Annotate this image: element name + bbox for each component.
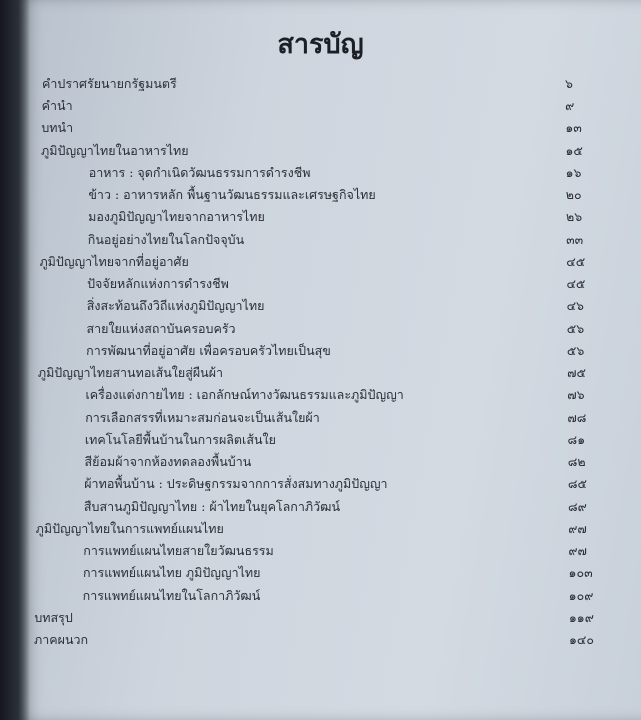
toc-page-number: ๔๕ <box>566 276 586 292</box>
toc-entry <box>0 207 641 227</box>
toc-section-title: มองภูมิปัญญาไทยจากอาหารไทย <box>88 209 265 225</box>
toc-entry <box>0 274 641 294</box>
toc-page-number: ๔๕ <box>566 253 586 269</box>
toc-chapter-title: บทสรุป <box>34 609 73 625</box>
toc-section-title: สายใยแห่งสถาบันครอบครัว <box>86 320 236 336</box>
toc-entry <box>0 608 641 628</box>
toc-section-title: กินอยู่อย่างไทยในโลกปัจจุบัน <box>87 231 245 247</box>
toc-page-number: ๘๑ <box>567 431 586 447</box>
toc-entry <box>0 118 641 138</box>
toc-entry <box>0 74 641 94</box>
toc-page-number: ๑๖ <box>565 164 582 180</box>
toc-chapter-title: ภูมิปัญญาไทยสานทอเส้นใยสู่ผืนผ้า <box>37 365 224 381</box>
toc-page-number: ๖ <box>565 76 573 91</box>
toc-chapter-title: ภาคผนวก <box>34 632 89 647</box>
toc-chapter-title: บทนำ <box>41 120 74 136</box>
toc-entry <box>0 430 641 450</box>
toc-entry <box>0 474 641 494</box>
toc-page-number: ๑๐๙ <box>568 587 594 603</box>
toc-page-number: ๓๓ <box>566 231 584 247</box>
toc-section-title: การพัฒนาที่อยู่อาศัย เพื่อครอบครัวไทยเป็นสุข <box>86 342 331 358</box>
toc-entry <box>0 519 641 539</box>
toc-section-title: อาหาร : จุดกำเนิดวัฒนธรรมการดำรงชีพ <box>88 164 311 180</box>
toc-section-title: การแพทย์แผนไทย ภูมิปัญญาไทย <box>82 565 261 581</box>
toc-entry <box>0 586 641 606</box>
toc-chapter-title: คำปราศรัยนายกรัฐมนตรี <box>42 76 177 91</box>
toc-page-number: ๒๐ <box>565 187 582 203</box>
toc-page-number: ๑๕ <box>565 142 583 158</box>
toc-page-number: ๘๕ <box>567 476 587 492</box>
toc-page-number: ๗๘ <box>567 409 587 425</box>
toc-page-number: ๒๖ <box>565 209 583 225</box>
toc-chapter-title: ภูมิปัญญาไทยจากที่อยู่อาศัย <box>39 253 189 269</box>
toc-page-number: ๙ <box>565 98 575 114</box>
toc-section-title: สืบสานภูมิปัญญาไทย : ผ้าไทยในยุคโลกาภิวัฒน์ <box>83 498 340 514</box>
toc-entry <box>0 385 641 405</box>
toc-chapter-title: ภูมิปัญญาไทยในอาหารไทย <box>41 142 189 158</box>
toc-chapter-title: ภูมิปัญญาไทยในการแพทย์แผนไทย <box>35 520 224 536</box>
toc-section-title: ปัจจัยหลักแห่งการดำรงชีพ <box>87 276 229 292</box>
page-title: สารบัญ <box>277 29 364 60</box>
toc-page-number: ๗๕ <box>567 365 586 381</box>
toc-page-number: ๑๔๐ <box>569 632 595 647</box>
toc-page-number: ๑๐๓ <box>568 565 593 581</box>
toc-page-number: ๔๖ <box>566 298 584 314</box>
toc-section-title: สีย้อมผ้าจากห้องทดลองพื้นบ้าน <box>84 454 252 470</box>
toc-entry <box>0 541 641 561</box>
toc-page-number: ๕๖ <box>566 342 585 358</box>
toc-chapter-title: คำนำ <box>41 98 73 114</box>
toc-page-number: ๘๙ <box>568 498 587 514</box>
toc-page-number: ๘๒ <box>567 454 586 470</box>
toc-section-title: เทคโนโลยีพื้นบ้านในการผลิตเส้นใย <box>84 431 276 447</box>
toc-page-number: ๙๗ <box>568 520 587 536</box>
toc-entry <box>0 319 641 339</box>
toc-section-title: สิ่งสะท้อนถึงวิถีแห่งภูมิปัญญาไทย <box>86 298 265 314</box>
toc-entry <box>0 230 641 250</box>
toc-page-number: ๗๖ <box>567 387 585 403</box>
toc-entry <box>0 363 641 383</box>
toc-entry <box>0 252 641 272</box>
toc-section-title: การแพทย์แผนไทยในโลกาภิวัฒน์ <box>82 587 261 603</box>
toc-section-title: ผ้าทอพื้นบ้าน : ประดิษฐกรรมจากการสั่งสมทางภูมิปัญญา <box>84 476 388 492</box>
toc-page-number: ๙๗ <box>568 543 587 559</box>
toc-entry <box>0 185 641 205</box>
toc-page-number: ๕๖ <box>566 320 585 336</box>
toc-page-number: ๑๓ <box>565 120 582 136</box>
toc-entry <box>0 163 641 183</box>
toc-section-title: การเลือกสรรที่เหมาะสมก่อนจะเป็นเส้นใยผ้า <box>85 409 320 425</box>
toc-section-title: ข้าว : อาหารหลัก พื้นฐานวัฒนธรรมและเศรษฐกิจไทย <box>88 187 376 203</box>
toc-section-title: การแพทย์แผนไทยสายใยวัฒนธรรม <box>83 543 274 559</box>
toc-page-number: ๑๑๙ <box>568 609 594 625</box>
toc-entry <box>0 497 641 517</box>
toc-entry <box>0 341 641 361</box>
toc-entry <box>0 630 641 650</box>
toc-entry <box>0 563 641 583</box>
toc-section-title: เครื่องแต่งกายไทย : เอกลักษณ์ทางวัฒนธรรมและภูมิปัญญา <box>85 387 404 403</box>
toc-entry <box>0 296 641 316</box>
toc-entry <box>0 141 641 161</box>
toc-entry <box>0 96 641 116</box>
toc-entry <box>0 452 641 472</box>
toc-entry <box>0 408 641 428</box>
